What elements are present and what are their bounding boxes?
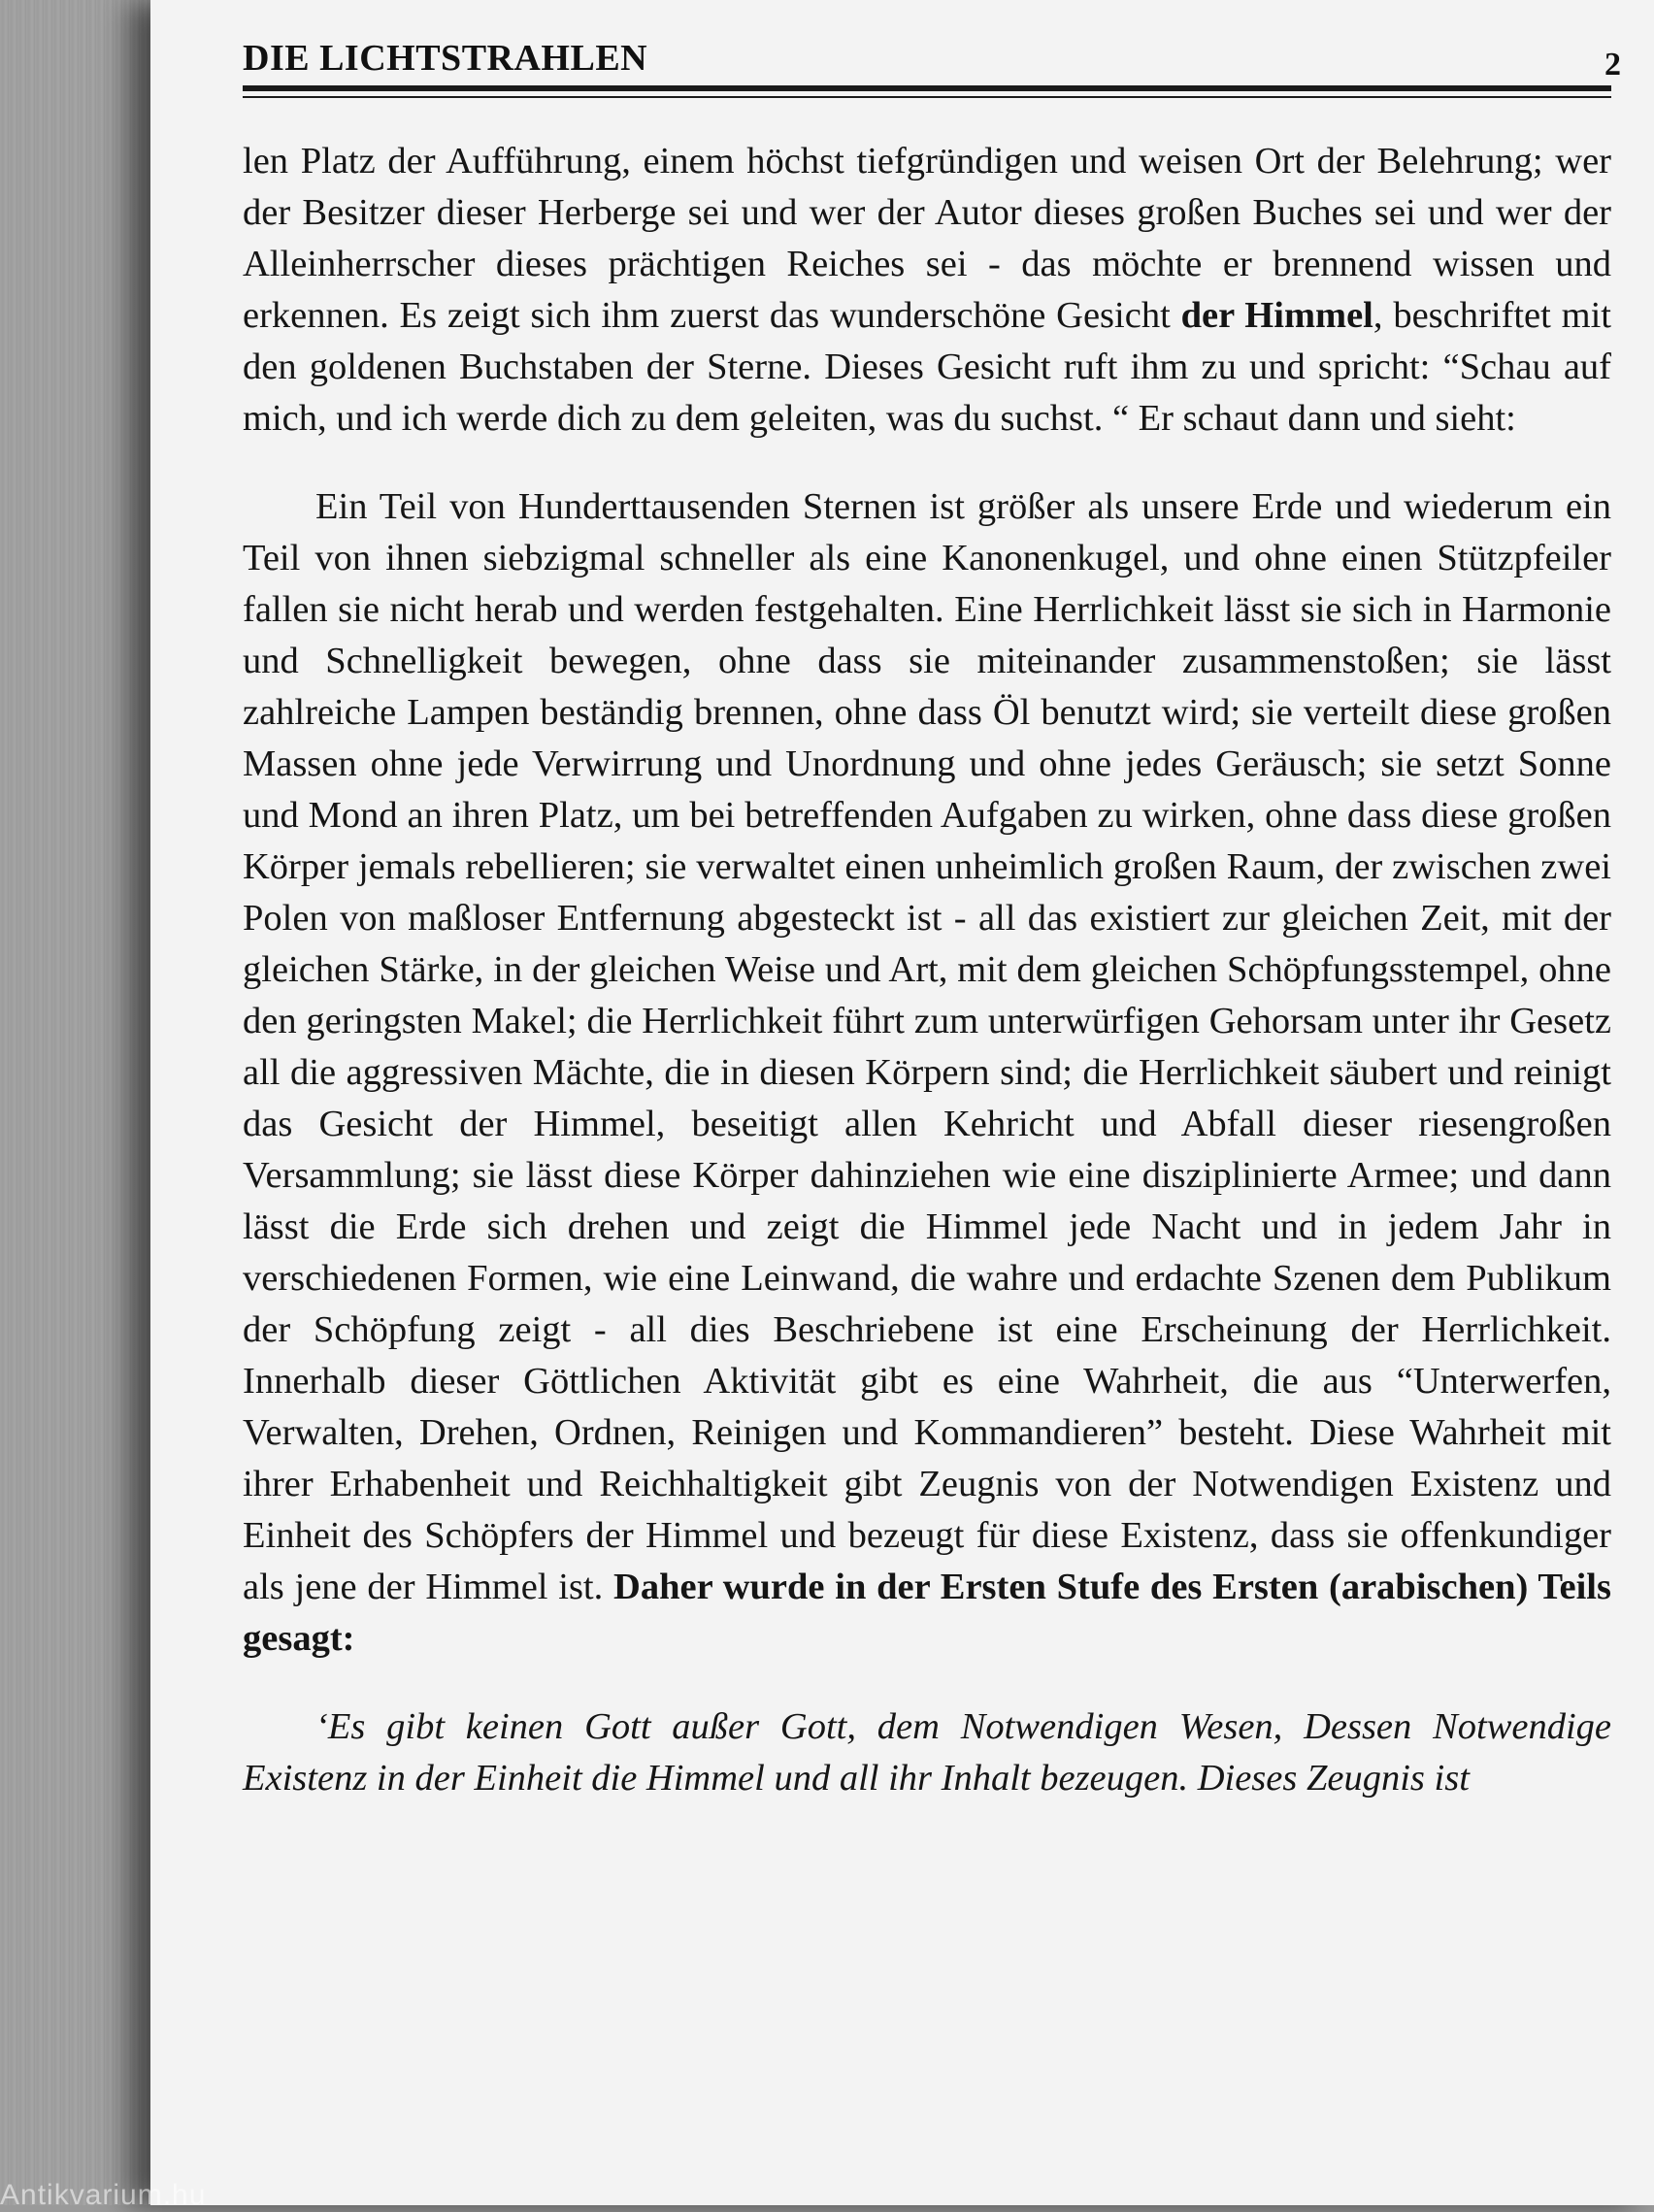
quote-paragraph: ‘Es gibt keinen Gott außer Gott, dem Notwendigen Wesen, Dessen Notwendige Existenz in der Einheit die Himmel und all ihr Inhalt bezeugen. Dieses Zeugnis ist bbox=[243, 1706, 1611, 1799]
paragraph-1-bold: der Himmel bbox=[1180, 295, 1373, 336]
paragraph-2-bold: Daher wurde in der Ersten Stufe des Ersten (arabischen) Teils gesagt: bbox=[243, 1567, 1611, 1659]
running-title: DIE LICHTSTRAHLEN bbox=[243, 38, 648, 79]
paragraph-1 bbox=[243, 136, 1611, 445]
paragraph-1-end: , beschriftet mit den goldenen Buchstaben der Sterne. Dieses Gesicht ruft ihm zu und spricht: “Schau auf mich, und ich werde dich zu dem geleiten, was du suchst. “ Er schaut dann und sieht: bbox=[243, 295, 1611, 439]
paragraph-2 bbox=[243, 481, 1611, 1665]
paragraph-1-text: len Platz der Aufführung, einem höchst tiefgründigen und weisen Ort der Belehrung; wer der Besitzer dieser Herberge sei und wer der Autor dieses großen Buches sei und wer der Alleinherrscher dieses prächtigen Reiches sei - das möchte er brennend wissen und erkennen. Es zeigt sich ihm zuerst das wunderschöne Gesicht bbox=[243, 141, 1611, 336]
header-rule-thin bbox=[243, 96, 1611, 98]
page-number: 2 bbox=[1604, 47, 1621, 83]
body-text bbox=[243, 136, 1611, 1804]
watermark: Antikvarium.hu bbox=[0, 2179, 207, 2211]
header-rule-thick bbox=[243, 85, 1611, 91]
book-page bbox=[150, 0, 1654, 2205]
paragraph-2-text: Ein Teil von Hunderttausenden Sternen ist größer als unsere Erde und wiederum ein Teil von ihnen siebzigmal schneller als eine Kanonenkugel, und ohne einen Stützpfeiler fallen sie nicht herab und werden festgehalten. Eine Herrlichkeit lässt sie sich in Harmonie und Schnelligkeit bewegen, ohne dass sie miteinander zusammenstoßen; sie lässt zahlreiche Lampen beständig brennen, ohne dass Öl benutzt wird; sie verteilt diese großen Massen ohne jede Verwirrung und Unordnung und ohne jedes Geräusch; sie setzt Sonne und Mond an ihren Platz, um bei betreffenden Aufgaben zu wirken, ohne dass diese großen Körper jemals rebellieren; sie verwaltet einen unheimlich großen Raum, der zwischen zwei Polen von maßloser Entfernung abgesteckt ist - all das existiert zur gleichen Zeit, mit der gleichen Stärke, in der gleichen Weise und Art, mit dem gleichen Schöpfungsstempel, ohne den geringsten Makel; die Herrlichkeit führt zum unterwürfigen Gehorsam unter ihr Gesetz all die aggressiven Mächte, die in diesen Körpern sind; die Herrlichkeit säubert und reinigt das Gesicht der Himmel, beseitigt allen Kehricht und Abfall dieser riesengroßen Versammlung; sie lässt diese Körper dahinziehen wie eine disziplinierte Armee; und dann lässt die Erde sich drehen und zeigt die Himmel jede Nacht und in jedem Jahr in verschiedenen Formen, wie eine Leinwand, die wahre und erdachte Szenen dem Publikum der Schöpfung zeigt - all dies Beschriebene ist eine Erscheinung der Herrlichkeit. Innerhalb dieser Göttlichen Aktivität gibt es eine Wahrheit, die aus “Unterwerfen, Verwalten, Drehen, Ordnen, Reinigen und Kommandieren” besteht. Diese Wahrheit mit ihrer Erhabenheit und Reichhaltigkeit gibt Zeugnis von der Notwendigen Existenz und Einheit des Schöpfers der Himmel und bezeugt für diese Existenz, dass sie offenkundiger als jene der Himmel ist. bbox=[243, 486, 1611, 1607]
